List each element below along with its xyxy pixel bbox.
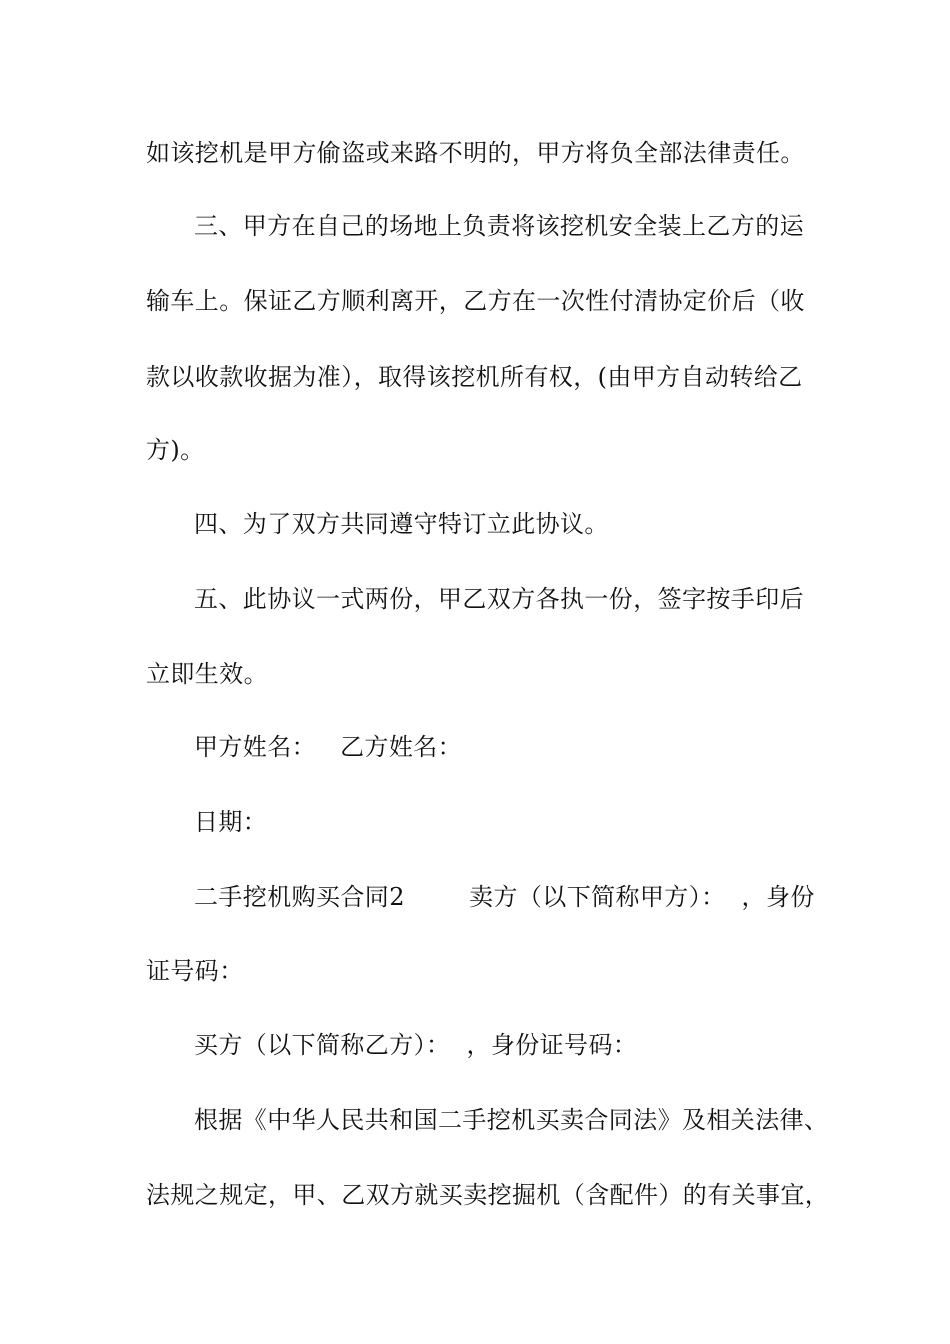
- text-line: 方)。: [146, 436, 205, 464]
- signature-names-line: 甲方姓名： 乙方姓名：: [194, 733, 463, 761]
- clause-three-line: 三、甲方在自己的场地上负责将该挖机安全装上乙方的运: [194, 212, 804, 240]
- text-line: 证号码：: [146, 957, 244, 985]
- clause-four-line: 四、为了双方共同遵守特订立此协议。: [194, 510, 609, 538]
- text-line: 款以收款收据为准），取得该挖机所有权，(由甲方自动转给乙: [146, 363, 803, 391]
- legal-basis-line: 根据《中华人民共和国二手挖机买卖合同法》及相关法律、: [194, 1106, 829, 1134]
- text-line: 法规之规定，甲、乙双方就买卖挖掘机（含配件）的有关事宜，: [146, 1181, 830, 1209]
- clause-five-line: 五、此协议一式两份，甲乙双方各执一份，签字按手印后: [194, 585, 804, 613]
- date-line: 日期：: [194, 808, 268, 836]
- text-line: 输车上。保证乙方顺利离开，乙方在一次性付清协定价后（收: [146, 287, 805, 315]
- contract-heading-line: 二手挖机购买合同2 卖方（以下简称甲方）： ，身份: [194, 883, 815, 911]
- buyer-line: 买方（以下简称乙方）： ，身份证号码：: [194, 1031, 638, 1059]
- text-line: 立即生效。: [146, 660, 268, 688]
- text-line: 如该挖机是甲方偷盗或来路不明的，甲方将负全部法律责任。: [146, 139, 805, 167]
